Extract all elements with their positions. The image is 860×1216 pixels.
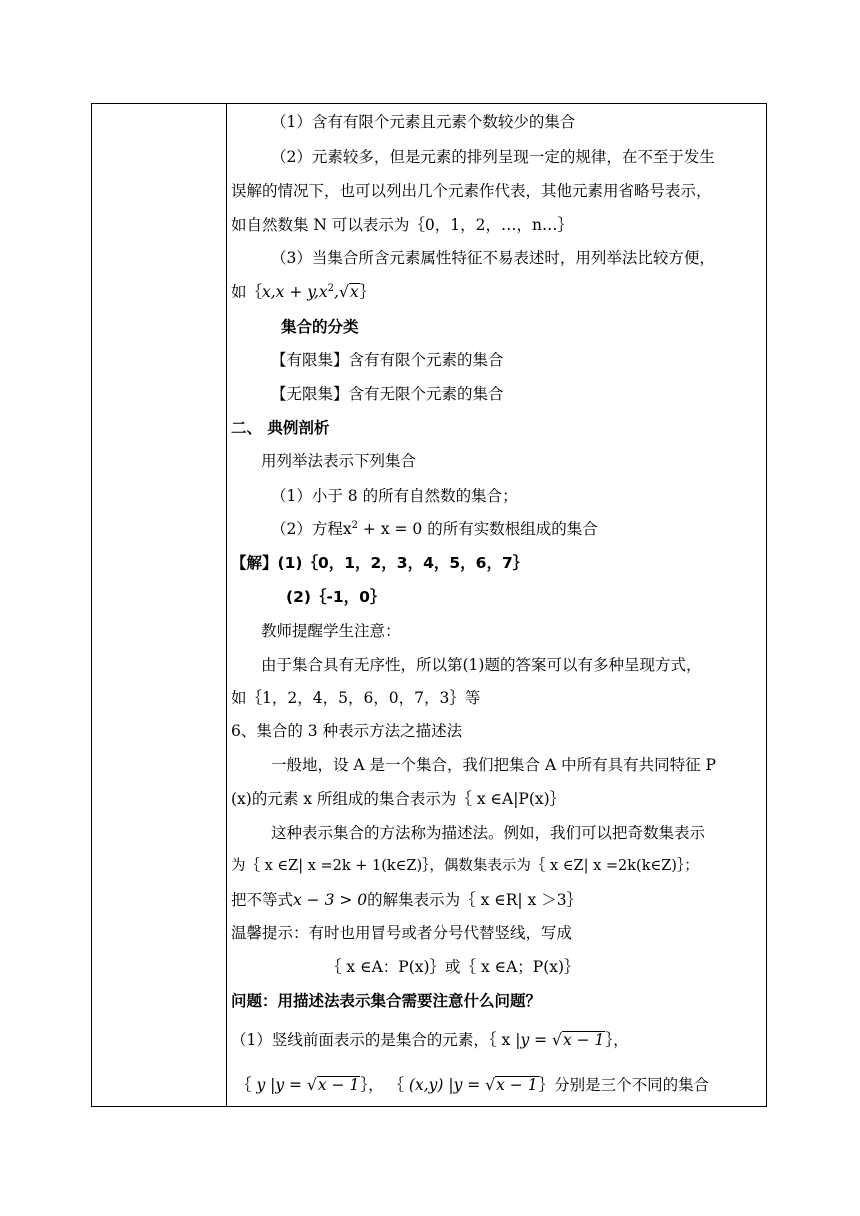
- text-fragment: ｝分别是三个不同的集合: [538, 1076, 710, 1094]
- solution-line: 【解】(1)｛0，1，2，3，4，5，6，7｝: [231, 554, 529, 572]
- text-fragment: ｝: [359, 283, 376, 301]
- sqrt-expression: x: [349, 283, 359, 301]
- math-expression: ,: [334, 283, 339, 301]
- text-line: （2）元素较多，但是元素的排列呈现一定的规律，在不至于发生: [271, 148, 715, 166]
- text-line: 用列举法表示下列集合: [261, 452, 417, 470]
- math-expression: x,x + y,x: [262, 283, 328, 301]
- text-fragment: （2）方程x: [271, 520, 352, 538]
- text-fragment: |: [443, 1076, 454, 1094]
- exponent: 2: [351, 519, 358, 531]
- math-line: [231, 889, 582, 911]
- section-heading: 二、 典例剖析: [231, 419, 330, 437]
- column-divider: [226, 104, 227, 1106]
- text-line: 一般地，设 A 是一个集合，我们把集合 A 中所有具有共同特征 P: [271, 756, 716, 774]
- text-line: 教师提醒学生注意：: [261, 622, 401, 640]
- text-fragment: ｛: [236, 1076, 257, 1094]
- text-line: 【无限集】含有无限个元素的集合: [271, 385, 504, 403]
- math-expression: y =: [520, 1031, 553, 1049]
- text-line: 由于集合具有无序性，所以第(1)题的答案可以有多种呈现方式，: [261, 656, 702, 674]
- text-fragment: 把不等式: [231, 891, 294, 909]
- sqrt-expression: x − 1: [496, 1076, 538, 1094]
- text-line: 温馨提示：有时也用冒号或者分号代替竖线，写成: [231, 924, 573, 942]
- text-line: （1）含有有限个元素且元素个数较少的集合: [271, 113, 576, 131]
- exponent: 2: [327, 282, 335, 294]
- text-fragment: 的解集表示为｛ x ∈R| x ＞3｝: [367, 891, 583, 909]
- text-fragment: |: [265, 1076, 276, 1094]
- math-expression: (x,y): [408, 1076, 444, 1094]
- text-line: ｛ x ∈A：P(x)｝或｛ x ∈A；P(x)｝: [326, 958, 580, 976]
- sqrt-expression: x − 1: [562, 1031, 605, 1049]
- math-line: （1）竖线前面表示的是集合的元素，｛ x |y = √x − 1｝，: [231, 1031, 629, 1049]
- math-line: ｛ y |y = √x − 1｝， ｛ (x,y) |y = √x − 1｝分别是三个不同的集合: [236, 1076, 710, 1094]
- text-line: （3）当集合所含元素属性特征不易表述时，用列举法比较方便，: [271, 249, 715, 267]
- text-line: 如自然数集 N 可以表示为｛0，1，2，…，n…｝: [231, 216, 573, 234]
- text-line: 【有限集】含有有限个元素的集合: [271, 351, 504, 369]
- math-expression: x − 3 > 0: [293, 891, 368, 909]
- text-line: 这种表示集合的方法称为描述法。例如，我们可以把奇数集表示: [271, 824, 706, 842]
- text-fragment: ｝，: [605, 1031, 629, 1049]
- section-heading: 集合的分类: [281, 318, 359, 336]
- text-fragment: （1）竖线前面表示的是集合的元素，｛ x |: [231, 1031, 521, 1049]
- text-line: （1）小于 8 的所有自然数的集合；: [271, 487, 518, 505]
- text-fragment: 如｛: [231, 283, 263, 301]
- math-line: 如｛x,x + $y,x^2,√x\}$: [231, 282, 376, 301]
- sqrt-expression: x − 1: [317, 1076, 360, 1094]
- math-expression: y =: [453, 1076, 486, 1094]
- text-line: (x)的元素 x 所组成的集合表示为｛ x ∈A|P(x)｝: [231, 790, 566, 808]
- text-fragment: + x = 0 的所有实数根组成的集合: [357, 520, 598, 538]
- text-line: 如｛1，2，4，5，6，0，7，3｝等: [231, 689, 481, 707]
- math-expression: y: [256, 1076, 266, 1094]
- math-expression: y =: [275, 1076, 307, 1094]
- question-heading: 问题：用描述法表示集合需要注意什么问题？: [231, 992, 542, 1010]
- text-line: 为｛ x ∈Z| x =2k + 1(k∈Z)｝，偶数集表示为｛ x ∈Z| x =2k(k∈Z)｝；: [231, 858, 699, 874]
- solution-line: (2)｛-1，0｝: [286, 588, 386, 606]
- text-line: 误解的情况下，也可以列出几个元素作代表，其他元素用省略号表示，: [231, 182, 712, 200]
- math-line: [271, 518, 598, 540]
- text-line: 6、集合的 3 种表示方法之描述法: [231, 722, 463, 740]
- text-fragment: ｝， ｛: [360, 1076, 409, 1094]
